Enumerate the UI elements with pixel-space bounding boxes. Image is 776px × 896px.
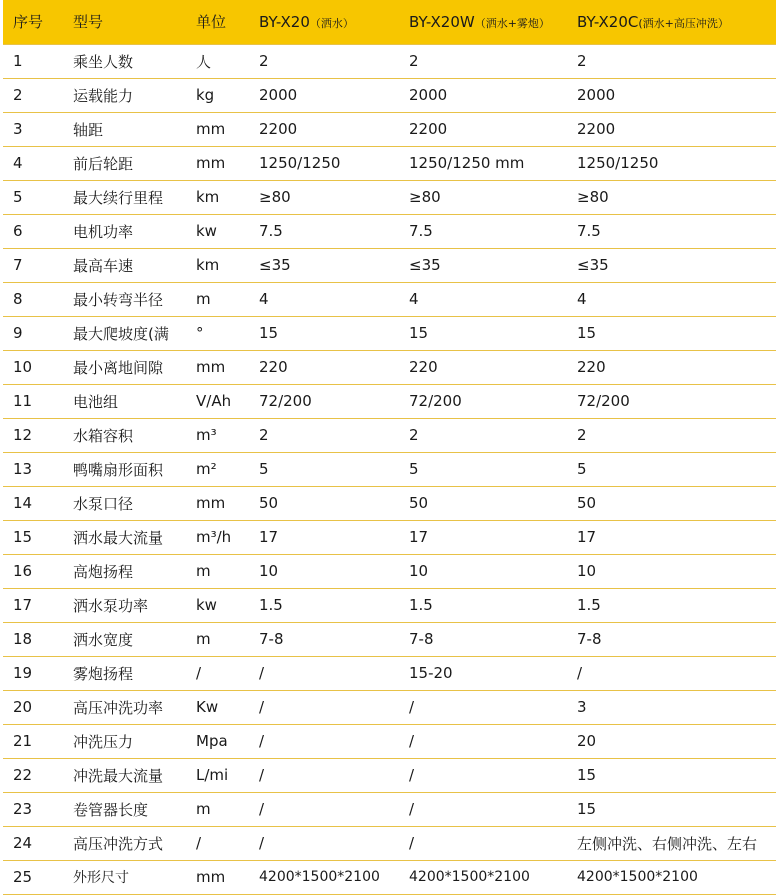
table-row	[3, 588, 776, 622]
cell-parameter: 冲洗最大流量	[73, 766, 164, 785]
cell-model-c: 17	[577, 528, 597, 546]
cell-parameter: 雾炮扬程	[73, 664, 134, 683]
cell-model-a: /	[259, 834, 265, 852]
cell-parameter: 最大爬坡度(满	[73, 324, 169, 343]
cell-model-a: 2200	[259, 120, 298, 138]
cell-no: 7	[13, 256, 23, 274]
cell-model-c: 10	[577, 562, 597, 580]
cell-no: 17	[13, 596, 33, 614]
cell-parameter: 高压冲洗功率	[73, 698, 164, 717]
cell-model-b: 4200*1500*2100	[409, 869, 530, 885]
cell-parameter: 高压冲洗方式	[73, 834, 164, 853]
cell-model-c: /	[577, 664, 583, 682]
spec-table	[3, 0, 776, 895]
cell-model-b: 72/200	[409, 392, 462, 410]
cell-no: 14	[13, 494, 33, 512]
cell-model-b: 2200	[409, 120, 448, 138]
table-row	[3, 690, 776, 724]
cell-model-a: 7-8	[259, 630, 284, 648]
cell-unit: V/Ah	[196, 392, 232, 410]
cell-model-a: 2	[259, 426, 269, 444]
cell-no: 9	[13, 324, 23, 342]
cell-model-a: /	[259, 766, 265, 784]
cell-model-c: ≤35	[577, 256, 609, 274]
cell-model-c: 2	[577, 426, 587, 444]
cell-model-a: 7.5	[259, 222, 283, 240]
cell-no: 5	[13, 188, 23, 206]
cell-model-b: 2	[409, 52, 419, 70]
table-body	[3, 44, 776, 894]
table-row	[3, 112, 776, 146]
cell-model-c: 4	[577, 290, 587, 308]
model-c-name: BY-X20C	[577, 12, 639, 31]
cell-model-b: 1250/1250 mm	[409, 154, 525, 172]
cell-parameter: 前后轮距	[73, 154, 134, 173]
table-row	[3, 248, 776, 282]
model-b-name: BY-X20W	[409, 12, 475, 31]
cell-model-b: /	[409, 732, 415, 750]
cell-unit: km	[196, 256, 220, 274]
cell-model-c: 15	[577, 766, 597, 784]
cell-model-c: 3	[577, 698, 587, 716]
cell-no: 19	[13, 664, 33, 682]
cell-parameter: 电池组	[73, 392, 119, 411]
table-row	[3, 792, 776, 826]
cell-model-a: 2	[259, 52, 269, 70]
header-model-a	[259, 0, 409, 44]
cell-model-c: 7-8	[577, 630, 602, 648]
cell-no: 11	[13, 392, 33, 410]
cell-no: 25	[13, 868, 33, 886]
table-row	[3, 350, 776, 384]
cell-model-a: 4200*1500*2100	[259, 869, 380, 885]
cell-model-c: 15	[577, 324, 597, 342]
cell-no: 15	[13, 528, 33, 546]
cell-model-a: 15	[259, 324, 279, 342]
header-model-b	[409, 0, 577, 44]
model-a-note: （洒水）	[309, 16, 354, 30]
cell-unit: 人	[196, 52, 212, 71]
table-row	[3, 520, 776, 554]
cell-no: 4	[13, 154, 23, 172]
cell-parameter: 洒水宽度	[73, 630, 134, 649]
cell-unit: m	[196, 630, 211, 648]
table-row	[3, 622, 776, 656]
table-row	[3, 486, 776, 520]
cell-model-a: 5	[259, 460, 269, 478]
cell-parameter: 冲洗压力	[73, 732, 134, 751]
cell-unit: m²	[196, 460, 217, 478]
cell-unit: °	[196, 324, 204, 342]
cell-model-c: 1250/1250	[577, 154, 659, 172]
cell-model-c: 20	[577, 732, 597, 750]
cell-model-a: /	[259, 664, 265, 682]
cell-model-c: 1.5	[577, 596, 601, 614]
cell-no: 13	[13, 460, 33, 478]
header-no: 序号	[3, 0, 73, 44]
table-row	[3, 316, 776, 350]
cell-model-c: ≥80	[577, 188, 609, 206]
cell-parameter: 卷管器长度	[73, 800, 149, 819]
cell-model-a: 72/200	[259, 392, 312, 410]
cell-unit: L/mi	[196, 766, 229, 784]
cell-parameter: 电机功率	[73, 222, 134, 241]
cell-model-c: 5	[577, 460, 587, 478]
table-row	[3, 214, 776, 248]
header-unit: 单位	[196, 0, 259, 44]
cell-model-a: 4	[259, 290, 269, 308]
cell-unit: mm	[196, 120, 226, 138]
cell-unit: kg	[196, 86, 215, 104]
cell-parameter: 高炮扬程	[73, 562, 134, 581]
table-row	[3, 384, 776, 418]
cell-model-c: 220	[577, 358, 606, 376]
cell-model-c: 72/200	[577, 392, 630, 410]
table-row	[3, 860, 776, 894]
cell-parameter: 轴距	[73, 120, 104, 139]
cell-model-b: 2000	[409, 86, 448, 104]
model-b-note: （洒水+雾炮）	[474, 16, 550, 30]
table-row	[3, 758, 776, 792]
cell-no: 6	[13, 222, 23, 240]
cell-model-c: 2	[577, 52, 587, 70]
cell-unit: km	[196, 188, 220, 206]
table-row	[3, 44, 776, 78]
cell-parameter: 外形尺寸	[73, 870, 129, 886]
cell-model-a: 220	[259, 358, 288, 376]
cell-no: 23	[13, 800, 33, 818]
cell-model-a: ≤35	[259, 256, 291, 274]
table-row	[3, 554, 776, 588]
cell-unit: Kw	[196, 698, 219, 716]
model-c-note: (洒水+高压冲洗）	[638, 16, 729, 30]
cell-model-a: 1.5	[259, 596, 283, 614]
cell-model-a: 1250/1250	[259, 154, 341, 172]
cell-unit: mm	[196, 868, 226, 886]
cell-model-c: 15	[577, 800, 597, 818]
cell-no: 18	[13, 630, 33, 648]
cell-parameter: 鸭嘴扇形面积	[73, 460, 164, 479]
cell-model-c: 4200*1500*2100	[577, 869, 698, 885]
cell-no: 20	[13, 698, 33, 716]
cell-model-a: 2000	[259, 86, 298, 104]
cell-model-c: 7.5	[577, 222, 601, 240]
cell-model-c: 左侧冲洗、右侧冲洗、左右	[577, 834, 758, 853]
cell-model-b: ≤35	[409, 256, 441, 274]
cell-model-b: /	[409, 766, 415, 784]
cell-model-c: 50	[577, 494, 597, 512]
cell-no: 3	[13, 120, 23, 138]
cell-no: 22	[13, 766, 33, 784]
cell-model-a: /	[259, 698, 265, 716]
cell-model-b: 4	[409, 290, 419, 308]
table-row	[3, 452, 776, 486]
table-row	[3, 826, 776, 860]
table-row	[3, 656, 776, 690]
cell-parameter: 洒水最大流量	[73, 528, 164, 547]
table-row	[3, 724, 776, 758]
cell-parameter: 水泵口径	[73, 494, 134, 513]
cell-model-a: /	[259, 732, 265, 750]
cell-unit: m³/h	[196, 528, 232, 546]
cell-unit: /	[196, 834, 202, 852]
cell-unit: m	[196, 800, 211, 818]
cell-model-b: 7.5	[409, 222, 433, 240]
cell-parameter: 最小转弯半径	[73, 290, 164, 309]
cell-parameter: 最大续行里程	[73, 188, 164, 207]
cell-parameter: 最高车速	[73, 256, 134, 275]
cell-no: 8	[13, 290, 23, 308]
cell-model-b: 15	[409, 324, 429, 342]
table-row	[3, 78, 776, 112]
cell-parameter: 乘坐人数	[73, 52, 134, 71]
cell-model-b: 17	[409, 528, 429, 546]
cell-parameter: 运载能力	[73, 86, 134, 105]
cell-no: 12	[13, 426, 33, 444]
cell-model-b: /	[409, 800, 415, 818]
cell-model-b: ≥80	[409, 188, 441, 206]
header-model: 型号	[73, 0, 196, 44]
cell-unit: mm	[196, 358, 226, 376]
table-row	[3, 282, 776, 316]
cell-model-b: 2	[409, 426, 419, 444]
cell-unit: kw	[196, 596, 217, 614]
cell-unit: m³	[196, 426, 217, 444]
cell-parameter: 水箱容积	[73, 426, 134, 445]
cell-parameter: 洒水泵功率	[73, 596, 149, 615]
cell-model-b: 220	[409, 358, 438, 376]
cell-no: 1	[13, 52, 23, 70]
cell-no: 10	[13, 358, 33, 376]
cell-unit: Mpa	[196, 732, 228, 750]
header-model-c	[577, 0, 776, 44]
cell-model-c: 2000	[577, 86, 616, 104]
cell-model-b: 50	[409, 494, 429, 512]
cell-model-b: 5	[409, 460, 419, 478]
cell-model-b: 1.5	[409, 596, 433, 614]
cell-unit: mm	[196, 494, 226, 512]
cell-unit: kw	[196, 222, 217, 240]
cell-unit: m	[196, 290, 211, 308]
cell-no: 21	[13, 732, 33, 750]
table-header-row	[3, 0, 776, 44]
cell-model-a: ≥80	[259, 188, 291, 206]
table-row	[3, 418, 776, 452]
cell-model-b: /	[409, 698, 415, 716]
cell-no: 16	[13, 562, 33, 580]
cell-model-b: /	[409, 834, 415, 852]
cell-no: 2	[13, 86, 23, 104]
cell-model-a: 10	[259, 562, 279, 580]
cell-model-b: 10	[409, 562, 429, 580]
cell-model-a: 50	[259, 494, 279, 512]
cell-model-b: 7-8	[409, 630, 434, 648]
cell-no: 24	[13, 834, 33, 852]
cell-model-a: 17	[259, 528, 279, 546]
cell-model-c: 2200	[577, 120, 616, 138]
cell-model-a: /	[259, 800, 265, 818]
model-a-name: BY-X20	[259, 12, 310, 31]
cell-unit: m	[196, 562, 211, 580]
cell-unit: mm	[196, 154, 226, 172]
table-row	[3, 146, 776, 180]
table-row	[3, 180, 776, 214]
cell-unit: /	[196, 664, 202, 682]
cell-parameter: 最小离地间隙	[73, 358, 164, 377]
cell-model-b: 15-20	[409, 664, 453, 682]
